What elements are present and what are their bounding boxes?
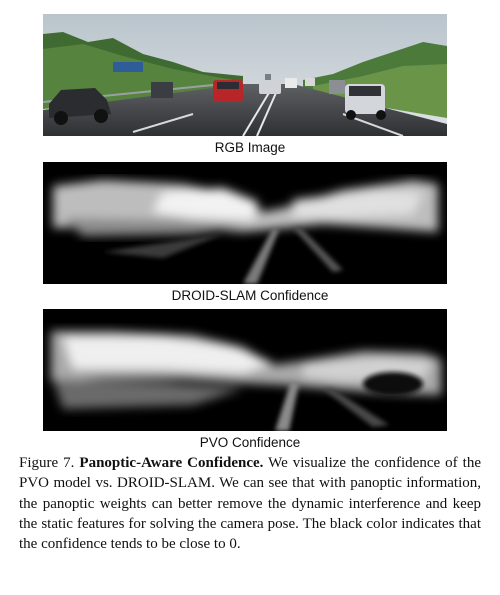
pvo-confidence-panel bbox=[43, 309, 447, 431]
droid-slam-confidence-caption: DROID-SLAM Confidence bbox=[171, 288, 329, 303]
rgb-image-caption: RGB Image bbox=[214, 140, 286, 155]
figure-caption bbox=[19, 453, 481, 554]
confidence-map-image bbox=[43, 162, 447, 284]
rgb-road-scene-image bbox=[43, 14, 447, 136]
rgb-image-panel bbox=[43, 14, 447, 136]
pvo-confidence-caption: PVO Confidence bbox=[199, 435, 301, 450]
figure-caption-prefix: Figure 7. bbox=[19, 455, 80, 471]
figure-caption-text: We visualize the confidence of the PVO model vs. DROID-SLAM. We can see that with panoptic information, the panoptic weights can better remove the dynamic interference and keep the static features for solving the camera pose. The black color indicates that the confidence tends to be close to 0. bbox=[19, 455, 481, 553]
droid-slam-confidence-panel bbox=[43, 162, 447, 284]
figure-caption-title: Panoptic-Aware Confidence. bbox=[79, 455, 264, 471]
confidence-map-image bbox=[43, 309, 447, 431]
